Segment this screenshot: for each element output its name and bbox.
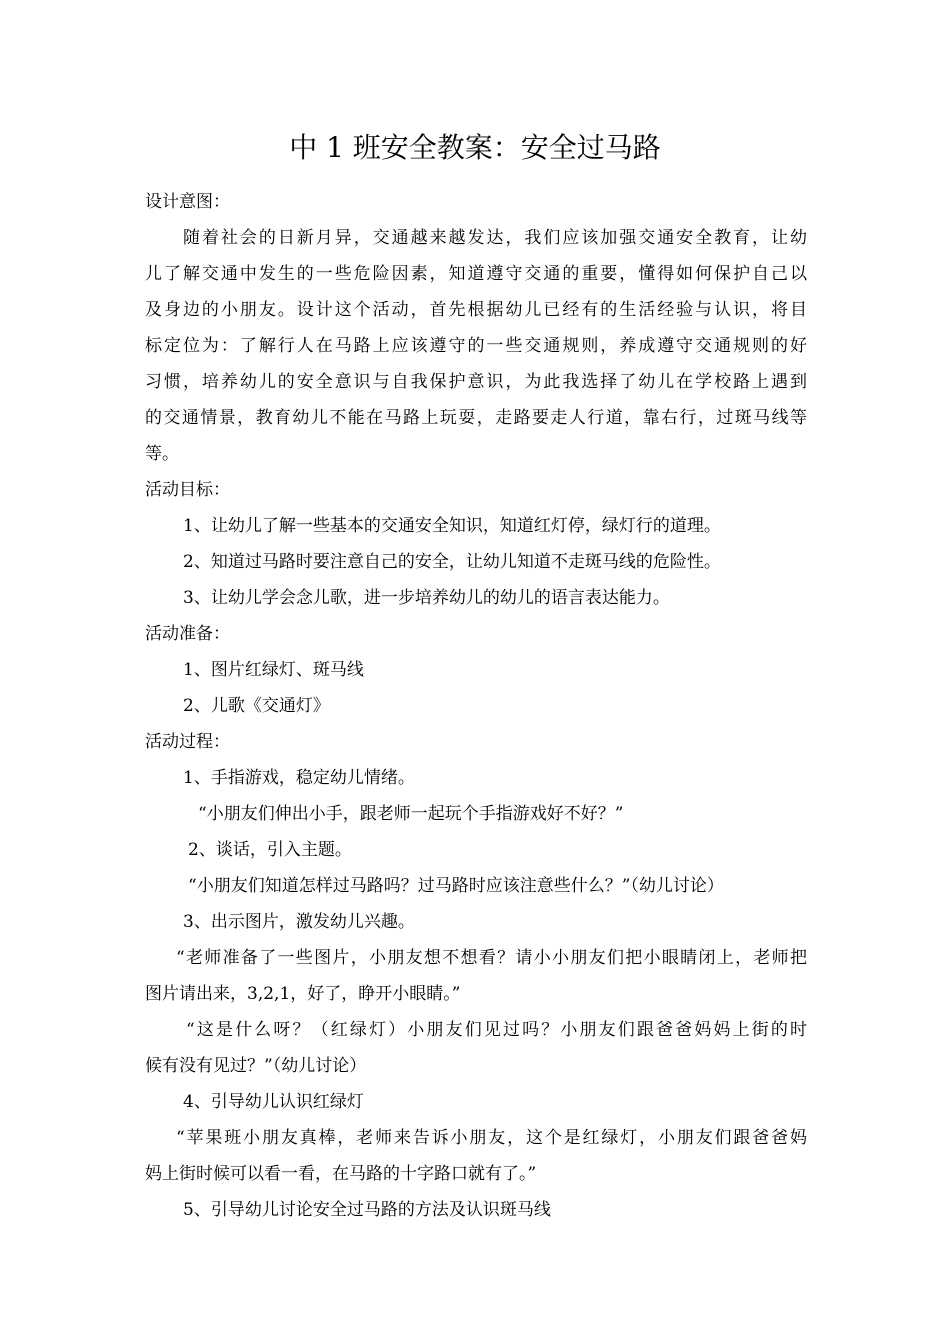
process-quote: “这是什么呀？（红绿灯）小朋友们见过吗？小朋友们跟爸爸妈妈上街的时 — [186, 1020, 807, 1040]
process-quote: “老师准备了一些图片，小朋友想不想看？请小小朋友们把小眼睛闭上，老师把 — [176, 948, 807, 968]
page-title: 中 1 班安全教案：安全过马路 — [289, 131, 661, 164]
process-quote: “小朋友们伸出小手，跟老师一起玩个手指游戏好不好？” — [198, 804, 624, 824]
intent-paragraph-line: 儿了解交通中发生的一些危险因素，知道遵守交通的重要，懂得如何保护自己以 — [145, 264, 807, 284]
intent-paragraph-line: 标定位为：了解行人在马路上应该遵守的一些交通规则，养成遵守交通规则的好 — [145, 336, 807, 356]
intent-paragraph-line: 的交通情景，教育幼儿不能在马路上玩耍，走路要走人行道，靠右行，过斑马线等 — [145, 408, 807, 428]
intent-paragraph-line: 及身边的小朋友。设计这个活动，首先根据幼儿已经有的生活经验与认识，将目 — [145, 300, 807, 320]
intent-paragraph-line: 等。 — [145, 444, 179, 464]
process-quote: 候有没有见过？”（幼儿讨论） — [145, 1056, 367, 1076]
process-step: 3、出示图片，激发幼儿兴趣。 — [183, 912, 415, 932]
prep-item: 1、图片红绿灯、斑马线 — [183, 660, 364, 680]
section-heading-goals: 活动目标： — [145, 480, 230, 500]
process-quote: “小朋友们知道怎样过马路吗？过马路时应该注意些什么？”（幼儿讨论） — [188, 876, 724, 896]
section-heading-intent: 设计意图： — [145, 192, 230, 212]
process-quote: “苹果班小朋友真棒，老师来告诉小朋友，这个是红绿灯，小朋友们跟爸爸妈 — [176, 1128, 807, 1148]
goal-item: 3、让幼儿学会念儿歌，进一步培养幼儿的幼儿的语言表达能力。 — [183, 588, 670, 608]
process-step: 2、谈话，引入主题。 — [188, 840, 352, 860]
section-heading-prep: 活动准备： — [145, 624, 230, 644]
process-step: 5、引导幼儿讨论安全过马路的方法及认识斑马线 — [183, 1200, 551, 1220]
goal-item: 2、知道过马路时要注意自己的安全，让幼儿知道不走斑马线的危险性。 — [183, 552, 721, 572]
section-heading-process: 活动过程： — [145, 732, 230, 752]
process-quote: 妈上街时候可以看一看，在马路的十字路口就有了。” — [145, 1164, 537, 1184]
goal-item: 1、让幼儿了解一些基本的交通安全知识，知道红灯停，绿灯行的道理。 — [183, 516, 721, 536]
intent-paragraph-line: 习惯，培养幼儿的安全意识与自我保护意识，为此我选择了幼儿在学校路上遇到 — [145, 372, 807, 392]
process-quote: 图片请出来，3,2,1，好了，睁开小眼睛。” — [145, 984, 461, 1004]
process-step: 4、引导幼儿认识红绿灯 — [183, 1092, 364, 1112]
intent-paragraph-line: 随着社会的日新月异，交通越来越发达，我们应该加强交通安全教育，让幼 — [183, 228, 807, 248]
process-step: 1、手指游戏，稳定幼儿情绪。 — [183, 768, 415, 788]
prep-item: 2、儿歌《交通灯》 — [183, 696, 330, 716]
